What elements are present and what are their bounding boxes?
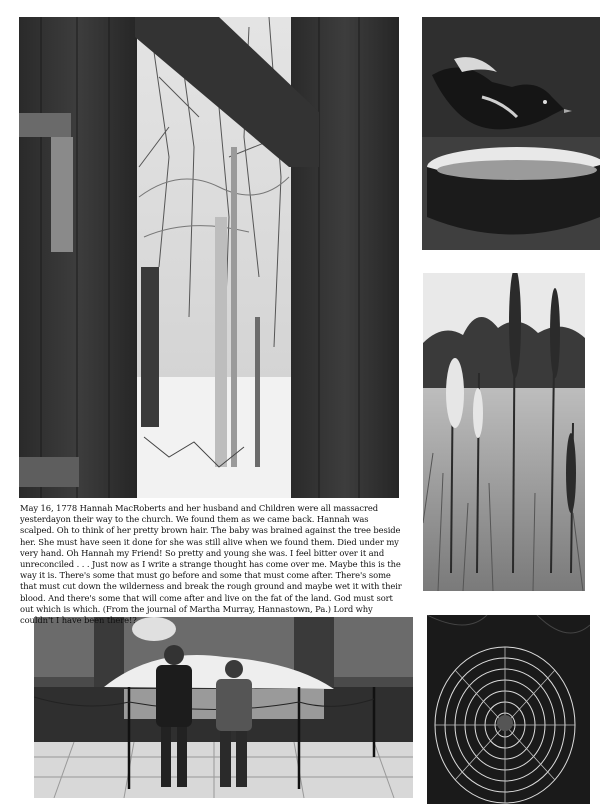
journal-entry-text <box>20 503 405 626</box>
meadow-wildflowers-photo <box>423 273 585 591</box>
winter-doorway-photo <box>19 17 399 498</box>
spiderweb-photo <box>427 615 590 804</box>
bird-birdbath-photo <box>422 17 600 250</box>
journal-entry-paragraph: May 16, 1778 Hannah MacRoberts and her husband and Children were all massacred yesterdayon their way to the church. We found them as we came back. Hannah was scalped. Oh to think of her pretty brown hair. The baby was brained against the tree beside her. She must have seen it done for she was still alive when we found them. Died under my very hand. Oh Hannah my Friend! So pretty and young she was. I feel bitter over it and unreconciled . . . Just now as I write a strange thought has come over me. Maybe this is the way it is. There's some that must go before and some that must come after. There's some that must cut down the wilderness and break the rough ground and maybe wet it with their blood. And there's some that will come after and live on the fat of the land. God must sort out which is which. (From the journal of Martha Murray, Hannastown, Pa.) Lord why couldn't I have been there!? <box>20 503 402 626</box>
boys-memorial-photo <box>34 617 413 798</box>
